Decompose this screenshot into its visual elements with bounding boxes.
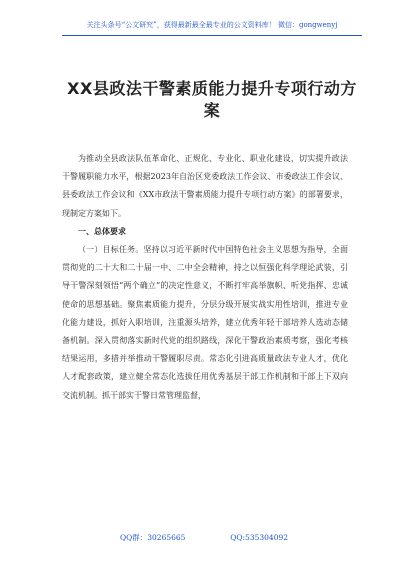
footer [0, 532, 408, 543]
section-heading: 一、总体要求 [78, 226, 126, 236]
header-divider [62, 35, 362, 36]
footer-qq: QQ:535304092 [230, 533, 289, 542]
header-banner: 关注头条号“公文研究”，获得最新最全最专业的公文资料库！ 微信：gongwenyj [86, 21, 338, 29]
body-paragraph: （一）目标任务。坚持以习近平新时代中国特色社会主义思想为指导，全面贯彻党的二十大和二十届一中、二中全会精神，持之以恒强化科学理论武装，引导干警深刻领悟“两个确立”的决定性意义，不断打牢高举旗帜、听党指挥、忠诚使命的思想基础。聚焦素质能力提升，分层分级开展实战实用性培训，推进专业化能力建设，抓好入职培训，注重源头培养，建立优秀年轻干部培养人选动态储备机制。深入贯彻落实新时代党的组织路线，深化干警政治素质考察，强化考核结果运用，多措并举推动干警履职尽责。常态化引进高质量政法专业人才，优化人才配套政策，建立健全常态化选拔任用优秀基层干部工作机制和干部上下双向交流机制。抓干部实干警日常管理监督， [62, 245, 348, 400]
footer-qq-group: QQ群：30265665 [119, 533, 186, 542]
intro-paragraph: 为推动全县政法队伍革命化、正规化、专业化、职业化建设，切实提升政法干警履职能力水平，根据2023年自治区党委政法工作会议、市委政法工作会议、县委政法工作会议和《XX市政法干警素质能力提升专项行动方案》的部署要求，现制定方案如下。 [62, 154, 348, 218]
document-body [62, 150, 348, 405]
document-title: XX县政法干警素质能力提升专项行动方案 [67, 79, 357, 120]
